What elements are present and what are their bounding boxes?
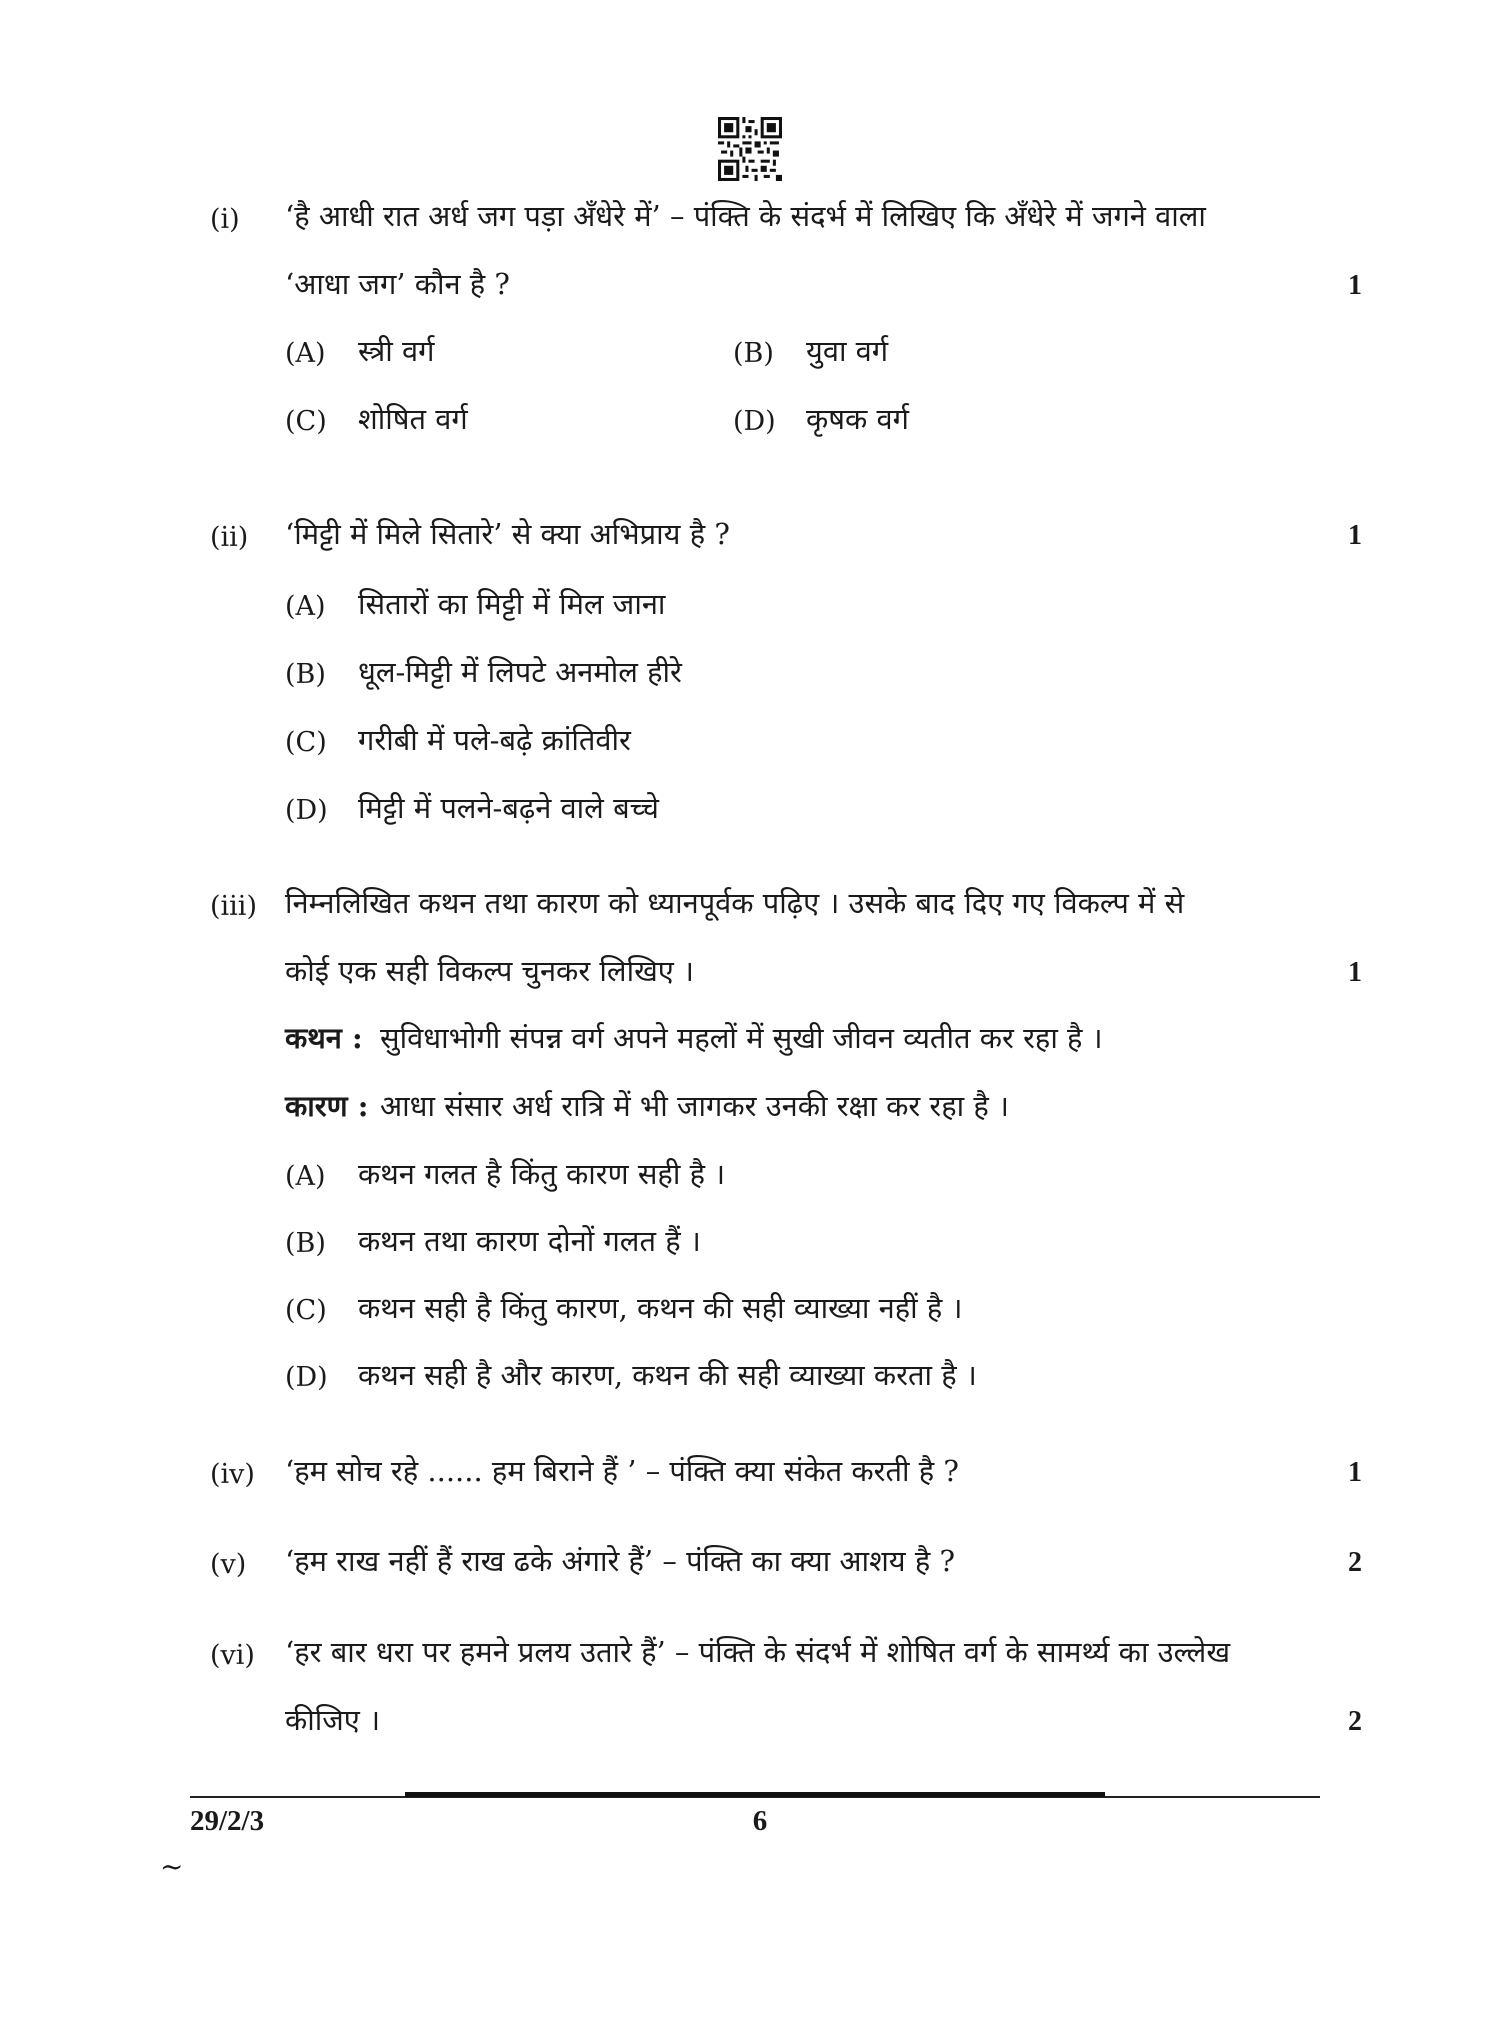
footer-mark: ~ bbox=[160, 1850, 184, 1883]
option-label: (C) bbox=[285, 727, 327, 758]
option-label: (B) bbox=[733, 338, 774, 369]
question-marks: 1 bbox=[1348, 520, 1362, 551]
question-number: (ii) bbox=[210, 522, 249, 553]
question-text: ‘हम सोच रहे ...... हम बिराने हैं ’ – पंक्ति क्या संकेत करती है ? bbox=[285, 1454, 959, 1488]
option-label: (D) bbox=[733, 406, 776, 437]
option-text: स्त्री वर्ग bbox=[358, 334, 435, 368]
question-number: (iii) bbox=[210, 891, 257, 922]
option-text: सितारों का मिट्टी में मिल जाना bbox=[358, 587, 666, 621]
option-text: युवा वर्ग bbox=[806, 334, 889, 368]
question-number: (i) bbox=[210, 204, 240, 235]
reason-text: आधा संसार अर्ध रात्रि में भी जागकर उनकी रक्षा कर रहा है । bbox=[380, 1089, 1010, 1123]
question-text: कोई एक सही विकल्प चुनकर लिखिए । bbox=[285, 954, 695, 988]
question-text: ‘हम राख नहीं हैं राख ढके अंगारे हैं’ – पंक्ति का क्या आशय है ? bbox=[285, 1544, 955, 1578]
question-number: (v) bbox=[210, 1549, 247, 1580]
question-text: ‘आधा जग’ कौन है ? bbox=[285, 267, 510, 301]
qr-code-icon bbox=[718, 117, 782, 181]
reason-label: कारण : bbox=[285, 1089, 369, 1123]
question-number: (vi) bbox=[210, 1640, 255, 1671]
question-marks: 2 bbox=[1348, 1706, 1362, 1737]
option-text: कथन गलत है किंतु कारण सही है । bbox=[358, 1157, 726, 1191]
assertion-text: सुविधाभोगी संपन्न वर्ग अपने महलों में सुखी जीवन व्यतीत कर रहा है । bbox=[380, 1021, 1103, 1055]
question-marks: 1 bbox=[1348, 1457, 1362, 1488]
option-label: (B) bbox=[285, 659, 326, 690]
option-label: (D) bbox=[285, 1362, 328, 1393]
question-marks: 2 bbox=[1348, 1547, 1362, 1578]
question-marks: 1 bbox=[1348, 270, 1362, 301]
question-text: ‘हर बार धरा पर हमने प्रलय उतारे हैं’ – पंक्ति के संदर्भ में शोषित वर्ग के सामर्थ्य का उल्लेख bbox=[285, 1635, 1231, 1669]
option-text: धूल-मिट्टी में लिपटे अनमोल हीरे bbox=[358, 655, 682, 689]
paper-code: 29/2/3 bbox=[190, 1805, 265, 1837]
option-text: कथन सही है किंतु कारण, कथन की सही व्याख्या नहीं है । bbox=[358, 1291, 963, 1325]
option-text: गरीबी में पले-बढ़े क्रांतिवीर bbox=[358, 723, 631, 757]
option-label: (B) bbox=[285, 1228, 326, 1259]
option-text: कृषक वर्ग bbox=[806, 402, 909, 436]
assertion-label: कथन : bbox=[285, 1021, 363, 1055]
option-text: शोषित वर्ग bbox=[358, 402, 468, 436]
option-text: कथन तथा कारण दोनों गलत हैं । bbox=[358, 1224, 701, 1258]
question-number: (iv) bbox=[210, 1459, 255, 1490]
option-label: (A) bbox=[285, 591, 326, 622]
question-text: ‘है आधी रात अर्ध जग पड़ा अँधेरे में’ – पंक्ति के संदर्भ में लिखिए कि अँधेरे में जगने वाला bbox=[285, 199, 1206, 233]
option-text: कथन सही है और कारण, कथन की सही व्याख्या करता है । bbox=[358, 1358, 977, 1392]
option-label: (A) bbox=[285, 338, 326, 369]
option-label: (A) bbox=[285, 1161, 326, 1192]
option-label: (C) bbox=[285, 1295, 327, 1326]
option-label: (C) bbox=[285, 406, 327, 437]
option-text: मिट्टी में पलने-बढ़ने वाले बच्चे bbox=[358, 791, 659, 825]
question-text: कीजिए । bbox=[285, 1703, 381, 1737]
question-text: निम्नलिखित कथन तथा कारण को ध्यानपूर्वक पढ़िए । उसके बाद दिए गए विकल्प में से bbox=[285, 886, 1185, 920]
question-marks: 1 bbox=[1348, 957, 1362, 988]
footer-divider-thick bbox=[405, 1792, 1105, 1797]
page-number: 6 bbox=[752, 1805, 768, 1837]
option-label: (D) bbox=[285, 795, 328, 826]
question-text: ‘मिट्टी में मिले सितारे’ से क्या अभिप्राय है ? bbox=[285, 517, 730, 551]
